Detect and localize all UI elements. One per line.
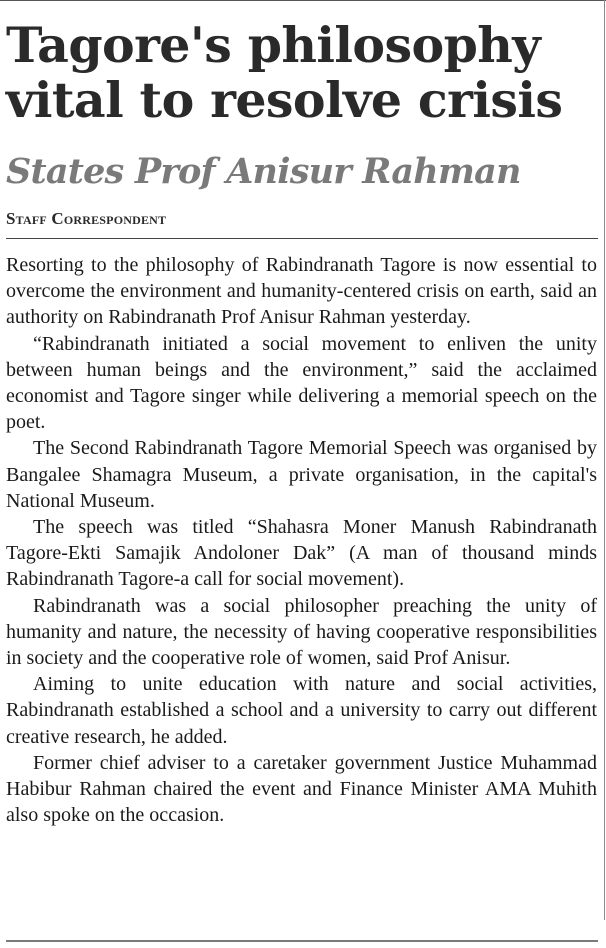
article-paragraph: Resorting to the philosophy of Rabindranath Tagore is now essential to overcome the environment and humanity-centered crisis on earth, said an authority on Rabindranath Prof Anisur Rahman yesterday. [6,254,597,329]
article-paragraph: The speech was titled “Shahasra Moner Manush Rabindranath Tagore-Ekti Samajik Andoloner Dak” (A man of thousand minds Rabindranath Tagore-a call for social movement). [6,516,597,591]
subheadline: States Prof Anisur Rahman [6,151,521,192]
byline: Staff Correspondent [6,209,167,228]
top-rule [0,0,606,1]
headline [6,18,598,128]
article-paragraph: Aiming to unite education with nature and social activities, Rabindranath established a school and a university to carry out different creative research, he added. [6,673,597,748]
article-paragraph: Rabindranath was a social philosopher preaching the unity of humanity and nature, the necessity of having cooperative responsibilities in society and the cooperative role of women, said Prof Anisur. [6,594,597,670]
column-rule [604,0,605,920]
headline-line-2: vital to resolve crisis [6,71,563,129]
bottom-rule [6,940,598,942]
byline-rule [6,238,598,239]
article-paragraph: The Second Rabindranath Tagore Memorial Speech was organised by Bangalee Shamagra Museum, a private organisation, in the capital's National Museum. [6,437,597,512]
article-body [6,252,597,828]
article-paragraph: “Rabindranath initiated a social movement to enliven the unity between human beings and the environment,” said the acclaimed economist and Tagore singer while delivering a memorial speech on the poet. [6,332,597,434]
article-paragraph: Former chief adviser to a caretaker government Justice Muhammad Habibur Rahman chaired the event and Finance Minister AMA Muhith also spoke on the occasion. [6,751,597,827]
headline-line-1: Tagore's philosophy [6,16,541,74]
